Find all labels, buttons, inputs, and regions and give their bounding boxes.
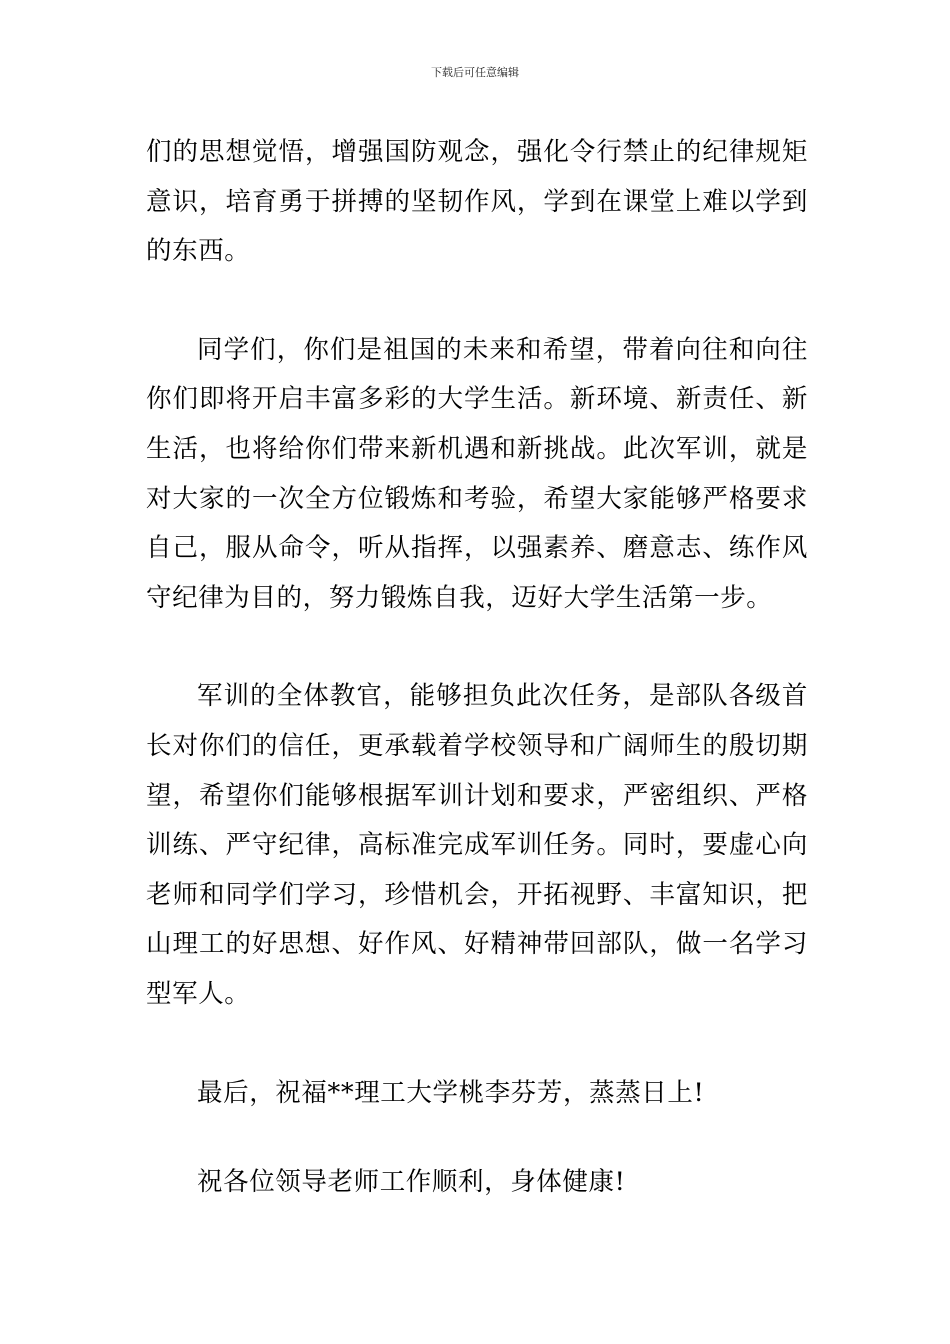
page-header: 下载后可任意编辑 [431,66,519,79]
paragraph-4: 最后，祝福**理工大学桃李芬芳，蒸蒸日上! [197,1077,705,1108]
paragraph-spacer [146,623,808,672]
paragraph-1: 们的思想觉悟，增强国防观念，强化令行禁止的纪律规矩意识，培育勇于拼搏的坚韧作风，学到在课堂上难以学到的东西。 [146,137,808,267]
paragraph-2: 同学们，你们是祖国的未来和希望，带着向往和向往你们即将开启丰富多彩的大学生活。新环境、新责任、新生活，也将给你们带来新机遇和新挑战。此次军训，就是对大家的一次全方位锻炼和考验，希望大家能够严格要求自己，服从命令，听从指挥，以强素养、磨意志、练作风守纪律为目的，努力锻炼自我，迈好大学生活第一步。 [146,334,808,613]
paragraph-spacer [146,277,808,326]
paragraph-3: 军训的全体教官，能够担负此次任务，是部队各级首长对你们的信任，更承载着学校领导和广阔师生的殷切期望，希望你们能够根据军训计划和要求，严密组织、严格训练、严守纪律，高标准完成军训任务。同时，要虚心向老师和同学们学习，珍惜机会，开拓视野、丰富知识，把山理工的好思想、好作风、好精神带回部队，做一名学习型军人。 [146,681,808,1009]
paragraph-spacer [146,1020,808,1069]
document-body [146,128,808,1208]
paragraph-5: 祝各位领导老师工作顺利，身体健康! [197,1167,626,1198]
paragraph-spacer [146,1118,808,1158]
